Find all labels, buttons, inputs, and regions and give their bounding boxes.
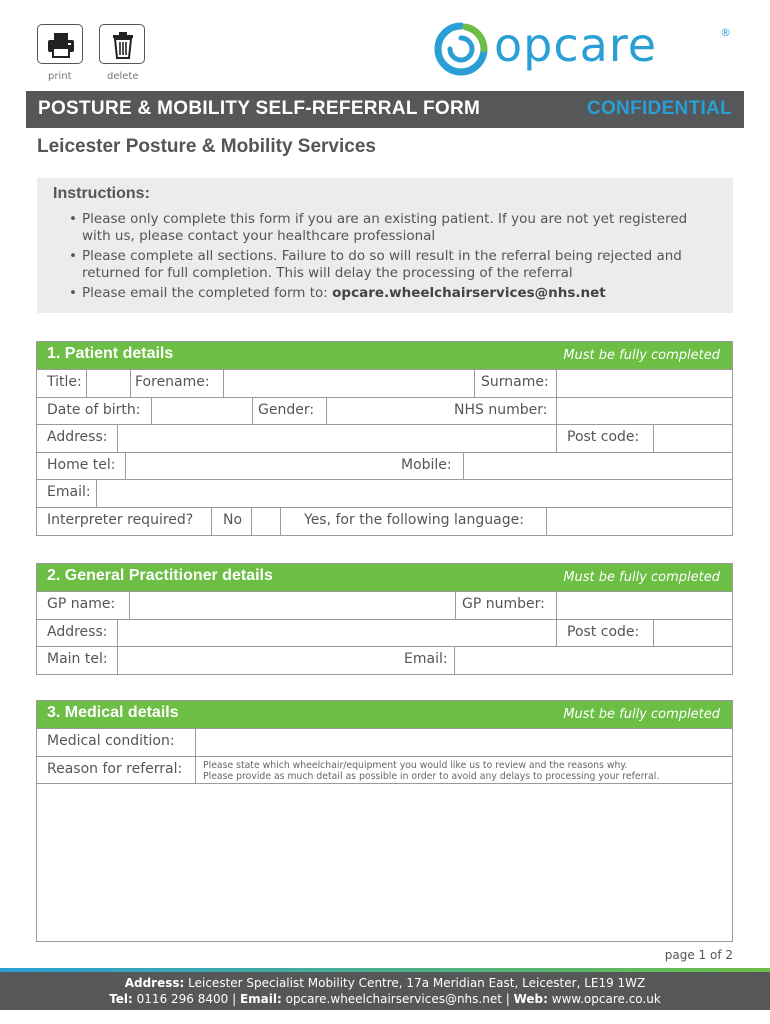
nhs-number-label: NHS number:	[454, 401, 548, 418]
section-title: 2. General Practitioner details	[47, 567, 273, 584]
title-label: Title:	[47, 374, 82, 390]
medical-condition-label: Medical condition:	[47, 733, 175, 749]
reason-hint	[203, 760, 659, 782]
page-number: page 1 of 2	[664, 948, 733, 962]
instructions-box	[37, 178, 733, 313]
forename-label: Forename:	[135, 374, 210, 390]
patient-row-name	[37, 369, 732, 397]
mobile-input[interactable]	[464, 453, 733, 480]
reason-hint-line: Please state which wheelchair/equipment you would like us to review and the reasons why.	[203, 759, 628, 771]
gp-email-label: Email:	[404, 651, 448, 668]
home-tel-label: Home tel:	[47, 456, 116, 473]
gp-name-input[interactable]	[130, 592, 455, 619]
opcare-swirl-icon	[430, 20, 492, 78]
gp-main-tel-input[interactable]	[118, 647, 398, 674]
footer-web[interactable]: www.opcare.co.uk	[547, 992, 661, 1006]
footer	[0, 972, 770, 1010]
gender-input[interactable]	[327, 398, 447, 425]
dob-input[interactable]	[152, 398, 252, 425]
patient-details-section	[36, 341, 733, 536]
medical-details-section	[36, 700, 733, 942]
footer-web-label: Web:	[513, 992, 548, 1006]
instruction-email-prefix: Please email the completed form to:	[82, 285, 333, 301]
gp-main-tel-label: Main tel:	[47, 651, 108, 668]
gender-label: Gender:	[258, 401, 315, 418]
gp-address-label: Address:	[47, 623, 108, 640]
gp-number-label: GP number:	[462, 596, 545, 612]
patient-row-dob	[37, 397, 732, 425]
interpreter-yes-label: Yes, for the following language:	[304, 511, 524, 528]
trash-icon	[108, 30, 138, 60]
print-label: print	[48, 71, 72, 82]
postcode-input[interactable]	[654, 425, 733, 452]
gp-postcode-input[interactable]	[654, 620, 733, 647]
forename-input[interactable]	[224, 370, 474, 397]
instructions-heading: Instructions:	[53, 185, 150, 202]
home-tel-input[interactable]	[126, 453, 396, 480]
instruction-email-address[interactable]: opcare.wheelchairservices@nhs.net	[332, 285, 606, 301]
instruction-item-email	[69, 285, 719, 302]
reason-label: Reason for referral:	[47, 760, 183, 777]
print-button[interactable]	[37, 24, 83, 64]
confidential-label: CONFIDENTIAL	[586, 98, 732, 119]
delete-label: delete	[107, 71, 139, 82]
footer-address-line	[0, 976, 770, 990]
dob-label: Date of birth:	[47, 401, 141, 418]
service-subtitle: Leicester Posture & Mobility Services	[37, 136, 376, 157]
interpreter-label: Interpreter required?	[47, 511, 194, 528]
form-title-bar	[26, 91, 744, 128]
surname-input[interactable]	[557, 370, 733, 397]
instruction-item: • Please complete all sections. Failure to do so will result in the referral being rejected and returned for full completion. This will delay the processing of the referral	[69, 248, 719, 282]
gp-postcode-label: Post code:	[567, 623, 640, 640]
footer-email[interactable]: opcare.wheelchairservices@nhs.net |	[281, 992, 514, 1006]
address-label: Address:	[47, 429, 108, 446]
footer-tel-label: Tel:	[109, 992, 133, 1006]
interpreter-language-input[interactable]	[547, 508, 733, 535]
medical-condition-input[interactable]	[196, 729, 733, 756]
footer-address: Leicester Specialist Mobility Centre, 17a Meridian East, Leicester, LE19 1WZ	[184, 976, 646, 990]
gp-details-header	[37, 564, 732, 591]
logo-text: opcare	[494, 18, 658, 72]
patient-row-phone	[37, 452, 732, 480]
section-title: 1. Patient details	[47, 345, 174, 362]
section-title: 3. Medical details	[47, 704, 179, 721]
nhs-number-input[interactable]	[557, 398, 733, 425]
address-input[interactable]	[118, 425, 556, 452]
gp-number-input[interactable]	[557, 592, 733, 619]
medical-row-condition	[37, 728, 732, 756]
email-input[interactable]	[97, 480, 733, 507]
gp-row-name	[37, 591, 732, 619]
gp-row-contact	[37, 646, 732, 674]
printer-icon	[46, 30, 76, 60]
footer-address-label: Address:	[124, 976, 185, 990]
reason-textarea[interactable]	[37, 785, 732, 941]
footer-contact-line	[0, 992, 770, 1006]
interpreter-no-label: No	[223, 511, 243, 528]
form-title: POSTURE & MOBILITY SELF-REFERRAL FORM	[38, 98, 481, 119]
interpreter-no-checkbox[interactable]	[252, 508, 280, 535]
delete-button[interactable]	[99, 24, 145, 64]
surname-label: Surname:	[481, 374, 549, 390]
gp-details-section	[36, 563, 733, 675]
instructions-list	[69, 211, 719, 305]
logo-registered-mark: ®	[720, 26, 731, 39]
title-input[interactable]	[87, 370, 130, 397]
gp-address-input[interactable]	[118, 620, 556, 647]
patient-row-address	[37, 424, 732, 452]
mobile-label: Mobile:	[401, 456, 452, 473]
patient-row-email	[37, 479, 732, 507]
patient-details-header	[37, 342, 732, 369]
email-label: Email:	[47, 484, 91, 501]
footer-tel: 0116 296 8400 |	[132, 992, 240, 1006]
reason-hint-line: Please provide as much detail as possible in order to avoid any delays to processing your referral.	[203, 770, 660, 782]
opcare-logo	[430, 20, 740, 80]
medical-row-reason	[37, 756, 732, 784]
postcode-label: Post code:	[567, 429, 640, 446]
medical-details-header	[37, 701, 732, 728]
gp-email-input[interactable]	[455, 647, 733, 674]
section-note: Must be fully completed	[563, 707, 720, 722]
patient-row-interpreter	[37, 507, 732, 535]
section-note: Must be fully completed	[563, 348, 720, 363]
footer-email-label: Email:	[239, 992, 282, 1006]
gp-name-label: GP name:	[47, 596, 116, 612]
gp-row-address	[37, 619, 732, 647]
instruction-item: • Please only complete this form if you are an existing patient. If you are not yet registered with us, please contact your healthcare professional	[69, 211, 719, 245]
section-note: Must be fully completed	[563, 570, 720, 585]
